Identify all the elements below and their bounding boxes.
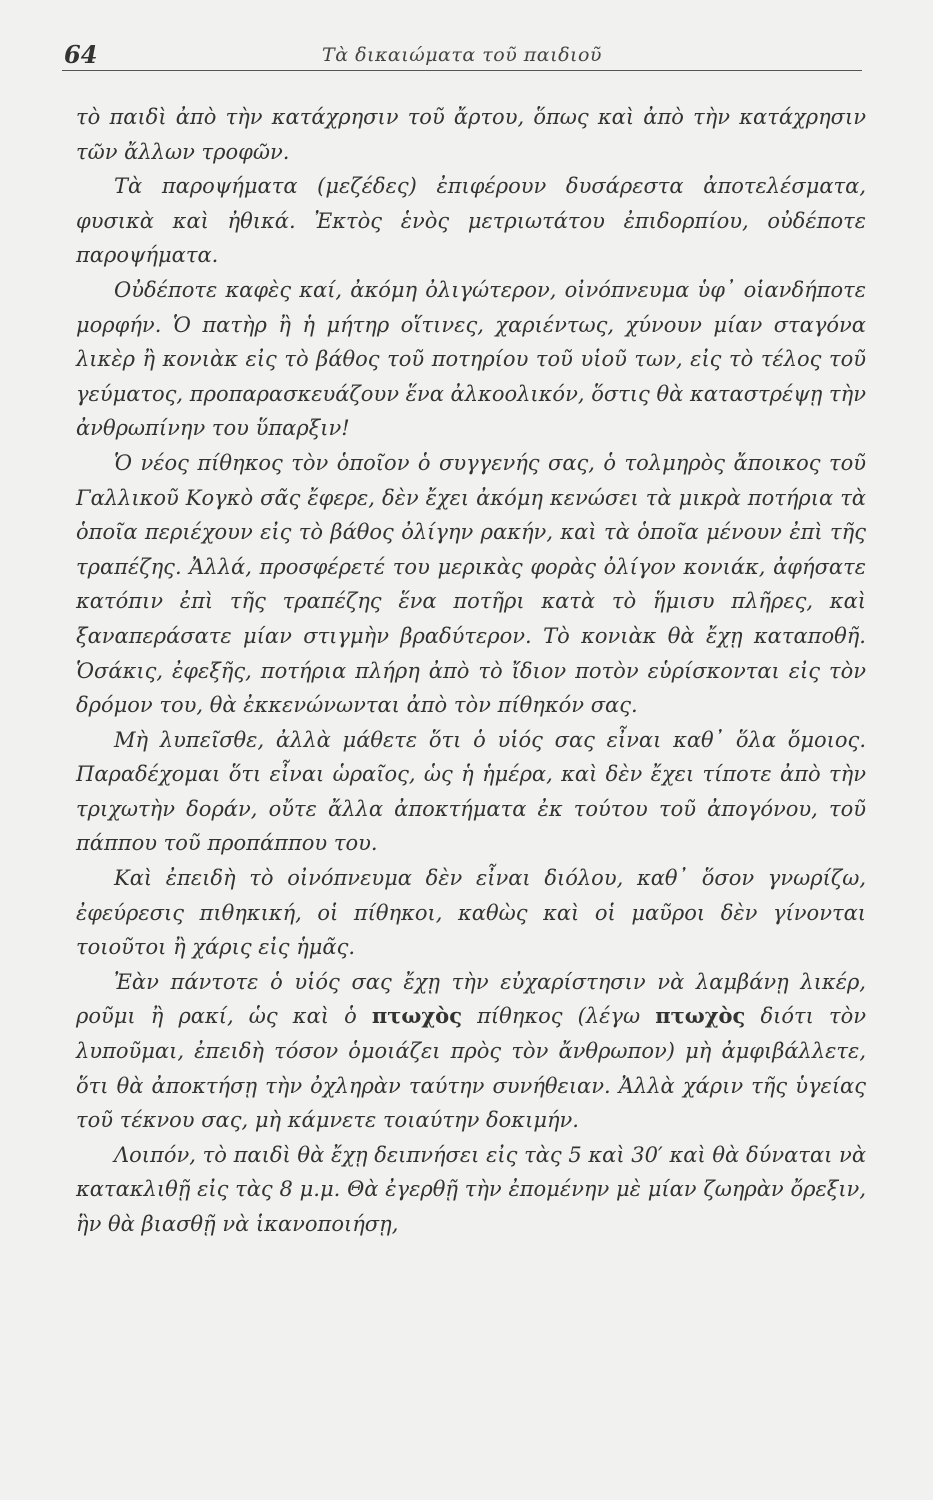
paragraph-8: Λοιπόν, τὸ παιδὶ θὰ ἔχῃ δειπνήσει εἰς τὰς 5 καὶ 30′ καὶ θὰ δύναται νὰ κατακλιθῇ εἰς τὰς 8 μ.μ. Θὰ ἐγερθῇ τὴν ἐπομένην μὲ μίαν ζωηρὰν ὄρεξιν, ἣν θὰ βιασθῇ νὰ ἱκανοποιήσῃ, <box>76 1142 866 1236</box>
page-header <box>62 38 862 71</box>
paragraph-1: τὸ παιδὶ ἀπὸ τὴν κατάχρησιν τοῦ ἄρτου, ὅπως καὶ ἀπὸ τὴν κατάχρησιν τῶν ἄλλων τροφῶν. <box>76 105 866 164</box>
page-number: 64 <box>64 40 98 69</box>
paragraph-5: Μὴ λυπεῖσθε, ἀλλὰ μάθετε ὅτι ὁ υἱός σας εἶναι καθ᾽ ὅλα ὅμοιος. Παραδέχομαι ὅτι εἶναι ὡραῖος, ὡς ἡ ἡμέρα, καὶ δὲν ἔχει τίποτε ἀπὸ τὴν τριχωτὴν δοράν, οὔτε ἄλλα ἀποκτήματα ἐκ τούτου τοῦ ἀπογόνου, τοῦ πάππου τοῦ προπάππου του. <box>76 727 866 856</box>
paragraph-7-part-2: πίθηκος (λέγω <box>461 1004 656 1029</box>
running-title: Τὰ δικαιώματα τοῦ παιδιοῦ <box>322 44 602 66</box>
paragraph-6: Καὶ ἐπειδὴ τὸ οἰνόπνευμα δὲν εἶναι διόλου, καθ᾽ ὅσον γνωρίζω, ἐφεύρεσις πιθηκική, οἱ πίθηκοι, καθὼς καὶ οἱ μαῦροι δὲν γίνονται τοιοῦτοι ἢ χάρις εἰς ἡμᾶς. <box>76 866 866 960</box>
bold-word-ptochos-1: πτωχὸς <box>371 1003 462 1029</box>
paragraph-7-part-3: διότι τὸν λυποῦμαι, ἐπειδὴ τόσον ὁμοιάζει πρὸς τὸν ἄνθρωπον) μὴ ἀμφιβάλλετε, ὅτι θὰ ἀποκτήσῃ τὴν ὀχληρὰν ταύτην συνήθειαν. Ἀλλὰ χάριν τῆς ὑγείας τοῦ τέκνου σας, μὴ κάμνετε τοιαύτην δοκιμήν. <box>76 1004 866 1133</box>
body-text <box>76 100 866 1242</box>
paragraph-4: Ὁ νέος πίθηκος τὸν ὁποῖον ὁ συγγενής σας, ὁ τολμηρὸς ἄποικος τοῦ Γαλλικοῦ Κογκὸ σᾶς ἔφερε, δὲν ἔχει ἀκόμη κενώσει τὰ μικρὰ ποτήρια τὰ ὁποῖα περιέχουν εἰς τὸ βάθος ὀλίγην ρακήν, καὶ τὰ ὁποῖα μένουν ἐπὶ τῆς τραπέζης. Ἀλλά, προσφέρετέ του μερικὰς φορὰς ὀλίγον κονιάκ, ἀφήσατε κατόπιν ἐπὶ τῆς τραπέζης ἕνα ποτῆρι κατὰ τὸ ἥμισυ πλῆρες, καὶ ξαναπεράσατε μίαν στιγμὴν βραδύτερον. Τὸ κονιὰκ θὰ ἔχῃ καταποθῆ. Ὁσάκις, ἐφεξῆς, ποτήρια πλήρη ἀπὸ τὸ ἴδιον ποτὸν εὑρίσκονται εἰς τὸν δρόμον του, θὰ ἐκκενώνωνται ἀπὸ τὸν πίθηκόν σας. <box>76 450 866 718</box>
paragraph-7 <box>76 965 866 1138</box>
paragraph-3: Οὐδέποτε καφὲς καί, ἀκόμη ὀλιγώτερον, οἰνόπνευμα ὑφ᾽ οἱανδήποτε μορφήν. Ὁ πατὴρ ἢ ἡ μήτηρ οἵτινες, χαριέντως, χύνουν μίαν σταγόνα λικὲρ ἢ κονιὰκ εἰς τὸ βάθος τοῦ ποτηρίου τοῦ υἱοῦ των, εἰς τὸ τέλος τοῦ γεύματος, προπαρασκευάζουν ἕνα ἀλκοολικόν, ὅστις θὰ καταστρέψῃ τὴν ἀνθρωπίνην του ὕπαρξιν! <box>76 277 866 441</box>
paragraph-7-part-1: Ἐὰν πάντοτε ὁ υἱός σας ἔχῃ τὴν εὐχαρίστησιν νὰ λαμβάνῃ λικέρ, ροῦμι ἢ ρακί, ὡς καὶ ὁ <box>76 969 866 1029</box>
bold-word-ptochos-2: πτωχὸς <box>655 1003 746 1029</box>
paragraph-2: Τὰ παροψήματα (μεζέδες) ἐπιφέρουν δυσάρεστα ἀποτελέσματα, φυσικὰ καὶ ἠθικά. Ἐκτὸς ἑνὸς μετριωτάτου ἐπιδορπίου, οὐδέποτε παροψήματα. <box>76 174 866 268</box>
